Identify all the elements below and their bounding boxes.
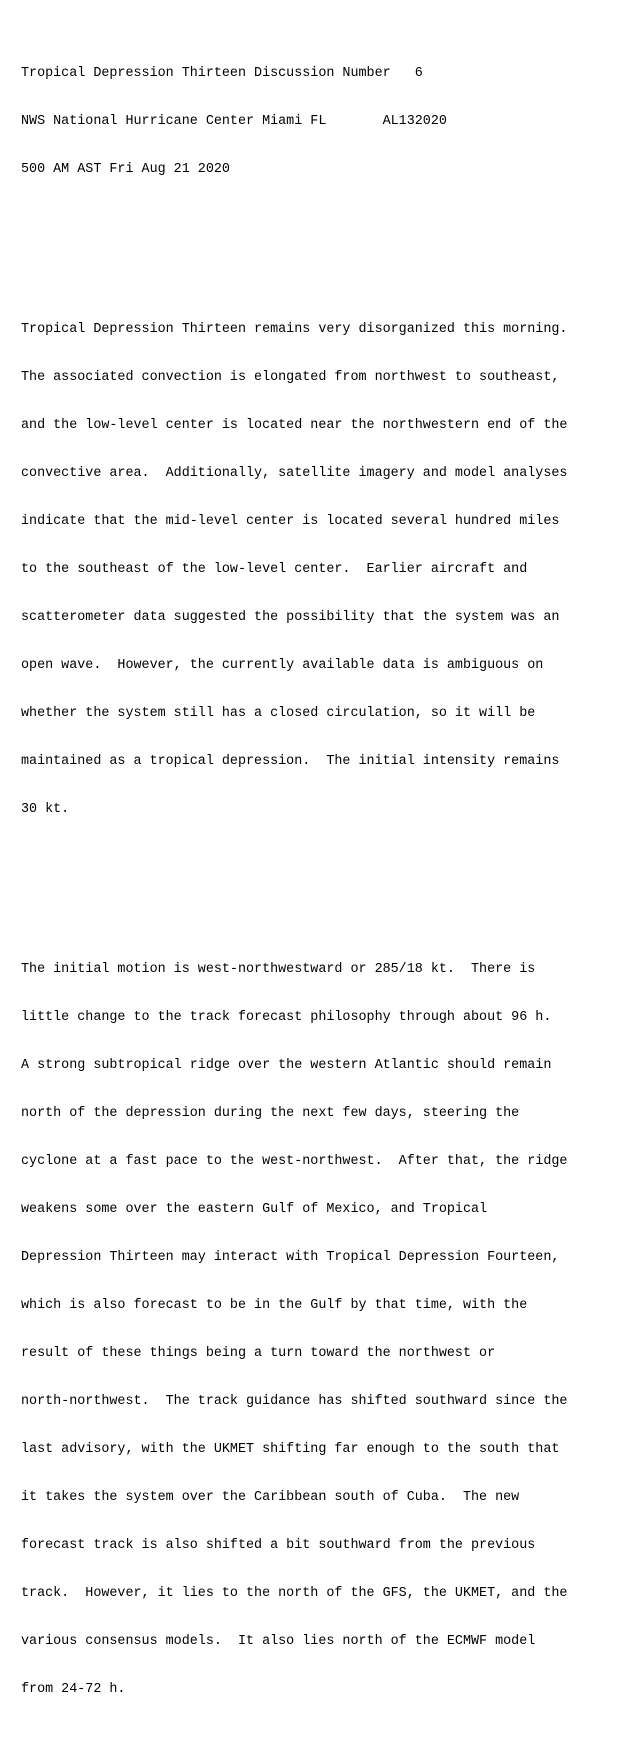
text-line: various consensus models. It also lies north of the ECMWF model [21,1634,536,1649]
text-line: open wave. However, the currently available data is ambiguous on [21,658,544,673]
text-line: A strong subtropical ridge over the western Atlantic should remain [21,1058,552,1073]
text-line: north of the depression during the next few days, steering the [21,1106,520,1121]
blank-line [21,882,624,898]
paragraph-intensity [21,290,624,850]
text-line: weakens some over the eastern Gulf of Mexico, and Tropical [21,1202,488,1217]
text-line: result of these things being a turn toward the northwest or [21,1346,496,1361]
blank-line [21,242,624,258]
text-line: little change to the track forecast philosophy through about 96 h. [21,1010,552,1025]
text-line: it takes the system over the Caribbean south of Cuba. The new [21,1490,520,1505]
header-time-line: 500 AM AST Fri Aug 21 2020 [21,162,230,177]
text-line: Tropical Depression Thirteen remains very disorganized this morning. [21,322,568,337]
text-line: scatterometer data suggested the possibility that the system was an [21,610,560,625]
text-line: 30 kt. [21,802,70,817]
header-center-line: NWS National Hurricane Center Miami FL AL132020 [21,114,447,129]
text-line: forecast track is also shifted a bit southward from the previous [21,1538,536,1553]
text-line: from 24-72 h. [21,1682,126,1697]
discussion-header [21,34,624,210]
text-line: Depression Thirteen may interact with Tropical Depression Fourteen, [21,1250,560,1265]
text-line: last advisory, with the UKMET shifting far enough to the south that [21,1442,560,1457]
text-line: cyclone at a fast pace to the west-northwest. After that, the ridge [21,1154,568,1169]
text-line: The initial motion is west-northwestward or 285/18 kt. There is [21,962,536,977]
text-line: The associated convection is elongated from northwest to southeast, [21,370,560,385]
header-title-line: Tropical Depression Thirteen Discussion Number 6 [21,66,423,81]
text-line: to the southeast of the low-level center. Earlier aircraft and [21,562,528,577]
text-line: track. However, it lies to the north of the GFS, the UKMET, and the [21,1586,568,1601]
paragraph-track [21,930,624,1730]
text-line: convective area. Additionally, satellite imagery and model analyses [21,466,568,481]
text-line: which is also forecast to be in the Gulf by that time, with the [21,1298,528,1313]
text-line: and the low-level center is located near the northwestern end of the [21,418,568,433]
text-line: north-northwest. The track guidance has shifted southward since the [21,1394,568,1409]
text-line: maintained as a tropical depression. The initial intensity remains [21,754,560,769]
text-line: whether the system still has a closed circulation, so it will be [21,706,536,721]
text-line: indicate that the mid-level center is located several hundred miles [21,514,560,529]
